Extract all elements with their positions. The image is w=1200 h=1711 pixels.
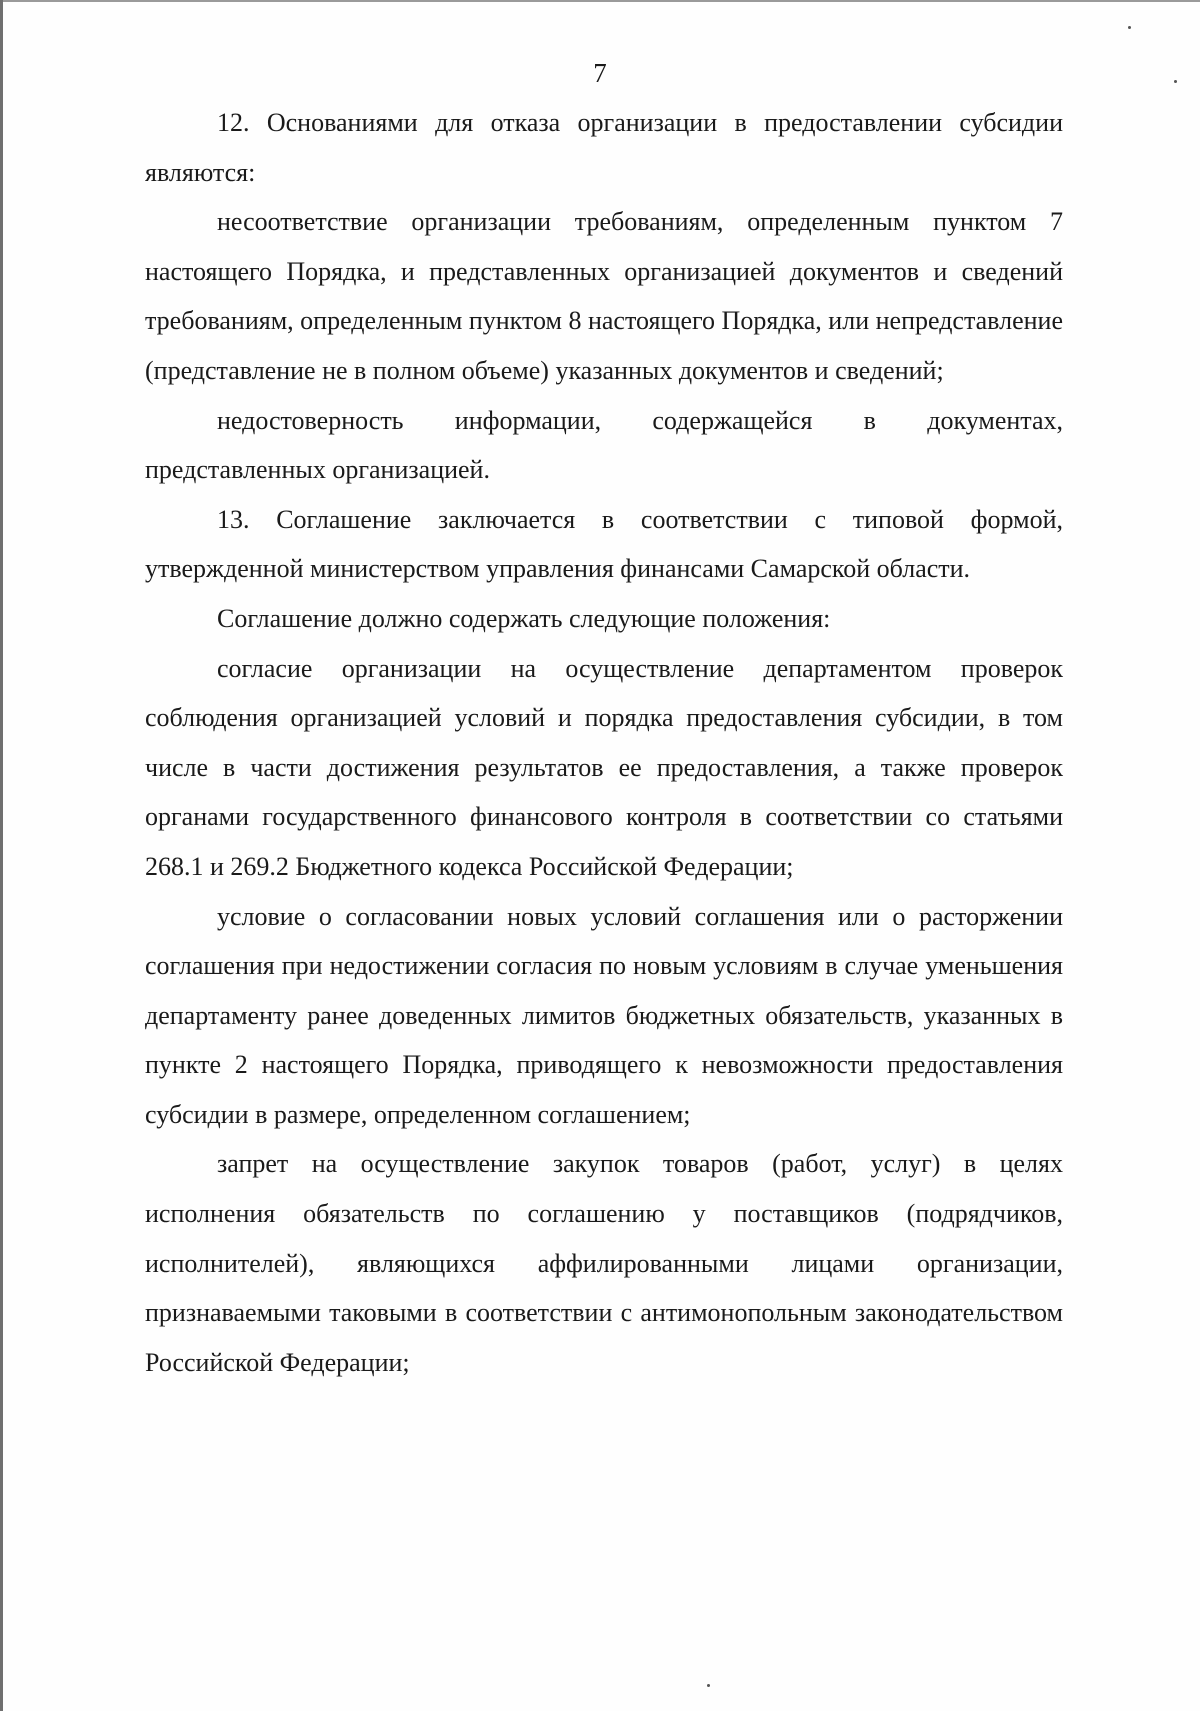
paragraph-agreement-provisions: Соглашение должно содержать следующие положения: — [217, 603, 831, 633]
paragraph-unreliability: недостоверность информации, содержащейся в документах, представленных организацией. — [145, 405, 1063, 485]
scan-speck — [1174, 80, 1177, 83]
paragraph-consent-inspections: согласие организации на осуществление департаментом проверок соблюдения организацией условий и порядка предоставления субсидии, в том числе в части достижения результатов ее предоставления, а также проверок органами государственного финансового контроля в соответствии со статьями 268.1 и 269.2 Бюджетного кодекса Российской Федерации; — [145, 653, 1063, 881]
scan-top-border — [0, 0, 1200, 2]
paragraph-noncompliance: несоответствие организации требованиям, определенным пунктом 7 настоящего Порядка, и представленных организацией документов и сведений требованиям, определенным пунктом 8 настоящего Порядка, или непредставление (представление не в полном объеме) указанных документов и сведений; — [145, 207, 1063, 385]
document-body — [145, 98, 1063, 1387]
paragraph-procurement-ban: запрет на осуществление закупок товаров (работ, услуг) в целях исполнения обязательств по соглашению у поставщиков (подрядчиков, исполнителей), являющихся аффилированными лицами организации, признаваемыми таковыми в соответствии с антимонопольным законодательством Российской Федерации; — [145, 1149, 1063, 1377]
paragraph-13-agreement: 13. Соглашение заключается в соответствии с типовой формой, утвержденной министерством управления финансами Самарской области. — [145, 504, 1063, 584]
scan-speck — [707, 1684, 710, 1687]
scan-left-border — [0, 0, 3, 1711]
paragraph-12-heading: 12. Основаниями для отказа организации в предоставлении субсидии являются: — [145, 108, 1063, 187]
scan-speck — [1128, 26, 1131, 29]
page-number: 7 — [593, 58, 607, 88]
paragraph-new-conditions: условие о согласовании новых условий соглашения или о расторжении соглашения при недостижении согласия по новым условиям в случае уменьшения департаменту ранее доведенных лимитов бюджетных обязательств, указанных в пункте 2 настоящего Порядка, приводящего к невозможности предоставления субсидии в размере, определенном соглашением; — [145, 901, 1063, 1129]
